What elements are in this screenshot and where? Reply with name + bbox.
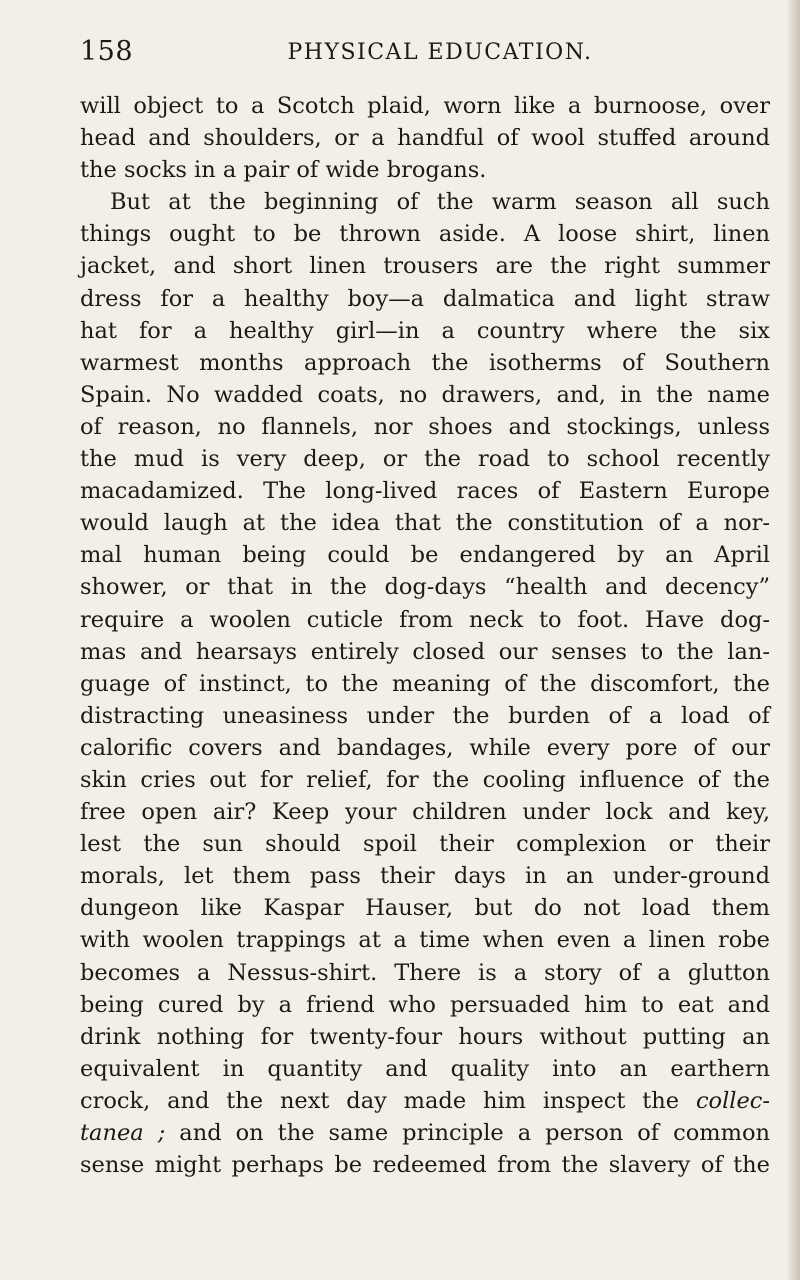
text-line: hat for a healthy girl—in a country where the six xyxy=(80,317,770,344)
text-line: the mud is very deep, or the road to school recently xyxy=(80,446,770,473)
text-line: But at the beginning of the warm season all such xyxy=(110,189,770,216)
page-number: 158 xyxy=(80,36,134,67)
text-line: equivalent in quantity and quality into an earthern xyxy=(80,1055,770,1082)
text-line: drink nothing for twenty-four hours without putting an xyxy=(80,1023,770,1050)
text-line: things ought to be thrown aside. A loose shirt, linen xyxy=(80,221,770,248)
text-line: skin cries out for relief, for the cooling influence of the xyxy=(80,766,770,793)
text-segment: crock, and the next day made him inspect the xyxy=(80,1087,680,1114)
text-line: dress for a healthy boy—a dalmatica and light straw xyxy=(80,285,770,312)
text-line-with-italic xyxy=(80,1117,770,1149)
italic-word: collec- xyxy=(695,1087,771,1114)
text-line-with-italic xyxy=(80,1085,770,1117)
italic-word: tanea ; xyxy=(80,1120,166,1146)
book-page xyxy=(80,30,770,1181)
text-line: free open air? Keep your children under lock and key, xyxy=(80,799,770,826)
text-line: Spain. No wadded coats, no drawers, and, in the name xyxy=(80,381,770,408)
text-line: becomes a Nessus-shirt. There is a story of a glutton xyxy=(80,959,770,986)
text-line: mas and hearsays entirely closed our senses to the lan- xyxy=(80,638,770,665)
text-line: would laugh at the idea that the constitution of a nor- xyxy=(80,510,770,537)
text-line: dungeon like Kaspar Hauser, but do not load them xyxy=(80,895,770,922)
text-line: morals, let them pass their days in an under-ground xyxy=(80,863,770,890)
text-segment: and on the same principle a person of common xyxy=(165,1120,770,1146)
text-line: being cured by a friend who persuaded him to eat and xyxy=(80,991,770,1018)
text-line: guage of instinct, to the meaning of the discomfort, the xyxy=(80,670,770,697)
text-line: macadamized. The long-lived races of Eastern Europe xyxy=(80,478,770,505)
text-line: with woolen trappings at a time when even a linen robe xyxy=(80,927,770,954)
text-line: lest the sun should spoil their complexion or their xyxy=(80,831,770,858)
text-line: require a woolen cuticle from neck to foot. Have dog- xyxy=(80,606,770,633)
text-line: sense might perhaps be redeemed from the slavery of the xyxy=(80,1152,770,1179)
text-line: shower, or that in the dog-days “health and decency” xyxy=(80,574,770,601)
text-line: warmest months approach the isotherms of Southern xyxy=(80,349,770,376)
text-line: jacket, and short linen trousers are the right summer xyxy=(80,253,770,280)
text-line: head and shoulders, or a handful of wool stuffed around xyxy=(80,125,770,152)
text-line: will object to a Scotch plaid, worn like a burnoose, over xyxy=(80,93,770,119)
page-edge-shadow xyxy=(786,0,800,1280)
text-line: mal human being could be endangered by an April xyxy=(80,542,770,569)
page-header xyxy=(80,30,770,70)
text-line: distracting uneasiness under the burden of a load of xyxy=(80,702,770,729)
running-head: PHYSICAL EDUCATION. xyxy=(287,40,593,65)
text-line: calorific covers and bandages, while every pore of our xyxy=(80,734,770,761)
text-line: the socks in a pair of wide brogans. xyxy=(80,157,487,184)
body-text xyxy=(80,90,770,1181)
text-line: of reason, no flannels, nor shoes and stockings, unless xyxy=(80,413,770,440)
